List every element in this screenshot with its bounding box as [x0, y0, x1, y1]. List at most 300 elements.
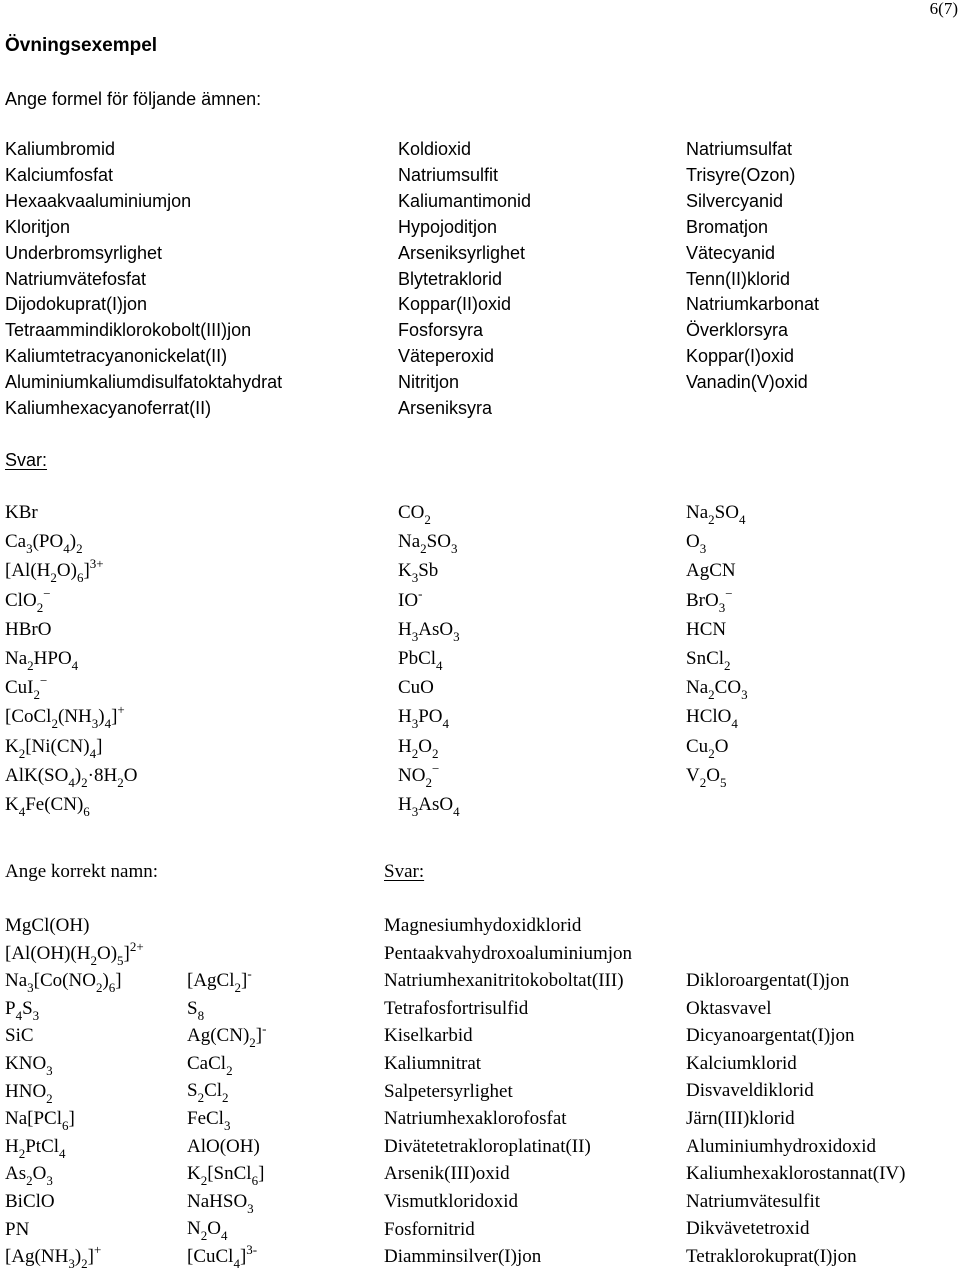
formula-item: [398, 531, 458, 557]
formula-part: SO: [426, 531, 451, 553]
compound-formula: [5, 938, 144, 968]
formula-part: N: [187, 1218, 201, 1240]
formula-item: [398, 794, 460, 819]
formula-part: ·8H: [87, 764, 118, 786]
compound-formula: [5, 1108, 75, 1134]
formula-part: 2: [95, 980, 103, 996]
formula-part: 3: [247, 1200, 254, 1216]
formula-item: [686, 585, 733, 615]
formula-part: 2: [27, 658, 34, 673]
formula-part: [Al(H: [5, 560, 51, 582]
formula-part: MgCl(OH): [5, 915, 90, 936]
formula-part: 2: [81, 1256, 88, 1272]
formula-part: Fe(CN): [25, 794, 84, 815]
formula-part: 4: [453, 804, 460, 819]
formula-part: 2: [699, 774, 707, 790]
formula-part: CuO: [398, 677, 434, 699]
formula-part: 4: [89, 745, 97, 761]
formula-part: 2: [200, 1228, 208, 1244]
formula-part: ): [74, 1246, 82, 1268]
formula-part: SnCl: [686, 648, 725, 669]
section2-heading: Ange korrekt namn:: [5, 861, 159, 882]
formula-part: K: [5, 735, 19, 757]
formula-part: 2: [708, 512, 715, 527]
formula-part: KBr: [5, 502, 38, 523]
formula-part: SO: [714, 502, 739, 523]
formula-part: ): [69, 531, 77, 553]
name-item: Dijodokuprat(I)jon: [5, 294, 148, 315]
formula-item: [5, 503, 38, 522]
formula-part: S: [187, 1080, 198, 1102]
formula-item: [5, 620, 51, 639]
compound-formula: [187, 1021, 267, 1051]
compound-formula: [5, 916, 89, 935]
formula-part: O): [56, 560, 77, 582]
formula-part: 2: [90, 952, 97, 968]
formula-part: 2: [46, 1090, 53, 1106]
compound-formula: [187, 1052, 233, 1078]
formula-item: [686, 620, 726, 639]
formula-part: 3: [32, 1007, 40, 1023]
formula-part: 3: [453, 628, 460, 644]
name-item: Kloritjon: [5, 216, 71, 237]
formula-part: 2: [76, 541, 83, 557]
formula-item: [398, 560, 439, 586]
formula-part: 2: [708, 745, 715, 761]
formula-part: S: [22, 997, 33, 1019]
formula-part: 6: [62, 1118, 69, 1134]
formula-part: 3: [718, 599, 726, 615]
formula-part: (PO: [32, 531, 64, 553]
formula-part: O: [714, 735, 729, 757]
name-item: Kaliumbromid: [5, 139, 116, 159]
formula-part: 6: [108, 980, 116, 996]
formula-part: ]: [83, 560, 90, 582]
formula-part: 2: [18, 1145, 26, 1161]
compound-name: Divätetetrakloroplatinat(II): [384, 1135, 591, 1157]
formula-part: 2: [420, 541, 427, 557]
formula-part: ]: [255, 1025, 263, 1047]
formula-part: O: [32, 1163, 47, 1185]
formula-part: 3: [450, 541, 458, 557]
formula-part: As: [5, 1163, 27, 1185]
formula-part: IO: [398, 589, 419, 611]
compound-formula: [187, 1242, 258, 1271]
formula-item: [5, 702, 125, 732]
formula-part: ]: [87, 1246, 94, 1268]
formula-item: [686, 706, 738, 732]
formula-part: 4: [59, 1145, 66, 1161]
formula-part: Na: [5, 970, 28, 992]
formula-part: 3: [46, 1063, 53, 1078]
formula-part: −: [431, 760, 440, 776]
formula-item: [398, 585, 423, 611]
formula-part: O: [207, 1218, 221, 1240]
name-item: Kaliumantimonid: [398, 190, 532, 211]
formula-part: 2: [81, 774, 88, 790]
compound-name: Diamminsilver(I)jon: [384, 1246, 542, 1268]
name-item: Natriumkarbonat: [686, 294, 820, 315]
formula-part: 3: [68, 1256, 75, 1272]
name-item: Arseniksyra: [398, 398, 493, 418]
formula-part: −: [43, 585, 51, 601]
formula-item: [398, 648, 443, 673]
formula-part: [Al(OH)(H: [5, 942, 91, 964]
compound-formula: [5, 997, 40, 1023]
formula-part: 4: [738, 512, 746, 527]
compound-name: Fosfornitrid: [384, 1218, 475, 1240]
compound-name: Dikvävetetroxid: [686, 1218, 810, 1240]
formula-part: Na: [686, 677, 709, 699]
name-item: Koldioxid: [398, 139, 472, 159]
formula-item: [686, 764, 727, 790]
formula-part: H: [398, 735, 412, 757]
name-item: Bromatjon: [686, 216, 769, 237]
formula-part: ]: [111, 706, 118, 728]
formula-part: 2: [26, 1173, 33, 1189]
formula-part: NO: [398, 764, 426, 786]
name-item: Aluminiumkaliumdisulfatoktahydrat: [5, 372, 283, 393]
formula-part: 4: [68, 774, 75, 790]
formula-part: [Ni(CN): [25, 735, 90, 757]
formula-item: [686, 531, 707, 557]
compound-name: Magnesiumhydoxidklorid: [384, 915, 582, 936]
compound-name: Tetraklorokuprat(I)jon: [686, 1246, 857, 1267]
section2-answers-label: Svar:: [384, 861, 425, 882]
name-item: Silvercyanid: [686, 190, 784, 211]
formula-part: 4: [63, 541, 70, 557]
formula-part: CO: [398, 502, 425, 523]
name-item: Natriumsulfit: [398, 164, 499, 185]
formula-part: Na: [686, 502, 709, 523]
formula-part: 4: [18, 804, 26, 819]
formula-part: 2: [234, 980, 241, 995]
formula-part: 2: [724, 658, 731, 673]
formula-part: 3: [411, 716, 419, 732]
compound-name: Kiselkarbid: [384, 1025, 473, 1047]
compound-formula: [187, 997, 205, 1023]
formula-part: 3: [46, 1173, 53, 1189]
formula-item: [5, 648, 79, 673]
formula-part: ): [102, 970, 109, 992]
name-item: Underbromsyrlighet: [5, 242, 163, 263]
compound-name: Arsenik(III)oxid: [384, 1163, 510, 1185]
compound-formula: [5, 1053, 53, 1078]
formula-part: 2: [222, 1090, 229, 1106]
formula-part: K: [5, 794, 19, 815]
formula-part: 6: [76, 570, 84, 586]
formula-part: 5: [719, 774, 727, 790]
formula-part: ClO: [5, 589, 37, 611]
formula-part: 2: [424, 512, 431, 527]
formula-part: [Co(NO: [33, 970, 96, 992]
compound-formula: [187, 1190, 254, 1216]
page-number: 6(7): [929, 0, 958, 18]
formula-part: HCN: [686, 618, 727, 640]
formula-item: [398, 706, 450, 732]
formula-part: Na: [5, 648, 28, 669]
formula-part: 2+: [129, 938, 144, 954]
name-item: Kaliumtetracyanonickelat(II): [5, 346, 228, 367]
formula-part: 6: [83, 804, 90, 819]
compound-name: Kaliumhexaklorostannat(IV): [686, 1163, 906, 1185]
formula-part: ]: [239, 1246, 247, 1267]
formula-part: Cu: [686, 735, 709, 757]
formula-part: 3: [91, 716, 99, 732]
formula-part: 3: [27, 980, 34, 996]
formula-part: O): [96, 942, 118, 964]
formula-part: PO: [418, 706, 443, 728]
formula-part: ]: [123, 942, 130, 964]
formula-item: [5, 794, 90, 819]
compound-name: Kalciumklorid: [686, 1052, 797, 1074]
formula-item: [5, 556, 104, 586]
formula-part: Ca: [5, 531, 27, 553]
formula-part: K: [187, 1163, 201, 1185]
formula-part: FeCl: [187, 1108, 224, 1129]
formula-item: [5, 531, 83, 557]
answers-label: Svar:: [5, 450, 48, 470]
formula-part: 2: [708, 687, 715, 703]
compound-formula: [5, 1080, 53, 1106]
formula-part: -: [418, 585, 423, 601]
name-item: Fosforsyra: [398, 320, 484, 341]
formula-item: [398, 502, 431, 527]
formula-part: ]: [96, 735, 103, 757]
formula-part: H: [398, 618, 412, 640]
formula-part: BiClO: [5, 1191, 55, 1212]
formula-item: [398, 678, 434, 697]
formula-part: +: [117, 702, 125, 718]
compound-formula: [187, 1080, 229, 1106]
compound-name: Dikloroargentat(I)jon: [686, 970, 850, 991]
formula-item: [5, 585, 51, 615]
formula-part: AsO: [418, 618, 454, 640]
compound-name: Aluminiumhydroxidoxid: [686, 1135, 876, 1157]
formula-part: H: [5, 1135, 19, 1157]
formula-part: [Ag(NH: [5, 1246, 69, 1268]
formula-part: 2: [36, 599, 44, 615]
name-item: Överklorsyra: [686, 320, 789, 341]
formula-part: 4: [71, 658, 79, 673]
name-item: Trisyre(Ozon): [686, 164, 796, 185]
formula-part: 2: [249, 1035, 256, 1051]
page-title: Övningsexempel: [5, 35, 158, 56]
formula-part: Sb: [418, 560, 439, 582]
formula-part: 2: [425, 774, 432, 790]
compound-name: Vismutkloridoxid: [384, 1191, 518, 1212]
formula-part: SiC: [5, 1025, 34, 1047]
formula-part: HNO: [5, 1080, 47, 1102]
name-item: Vanadin(V)oxid: [686, 372, 808, 393]
formula-part: [CuCl: [187, 1246, 234, 1267]
name-item: Nitritjon: [398, 372, 460, 393]
formula-item: [398, 618, 460, 644]
formula-part: O: [418, 735, 432, 757]
compound-name: Natriumhexanitritokoboltat(III): [384, 970, 624, 992]
formula-part: 3: [411, 804, 419, 819]
name-item: Koppar(II)oxid: [398, 294, 512, 315]
formula-part: 2: [33, 687, 40, 703]
formula-part: O: [686, 531, 700, 553]
compound-name: Oktasvavel: [686, 997, 772, 1019]
formula-part: 2: [431, 745, 439, 761]
formula-part: O: [706, 764, 720, 786]
formula-part: ): [74, 764, 82, 786]
formula-part: [CoCl: [5, 706, 52, 728]
formula-part: 2: [200, 1173, 208, 1189]
compound-formula: [5, 1242, 102, 1272]
formula-part: Na: [398, 531, 421, 553]
formula-part: ]: [258, 1163, 265, 1185]
formula-part: 2: [50, 570, 57, 586]
formula-item: [686, 735, 729, 761]
compound-formula: [187, 1137, 260, 1156]
formula-part: +: [93, 1242, 102, 1258]
formula-part: CaCl: [187, 1052, 227, 1074]
formula-part: ]: [241, 970, 248, 991]
formula-part: 3: [223, 1118, 231, 1133]
formula-part: 3: [741, 687, 748, 703]
compound-name: Pentaakvahydroxoaluminiumjon: [384, 942, 633, 964]
formula-part: K: [398, 560, 412, 582]
formula-part: (NH: [57, 706, 92, 728]
name-item: Väteperoxid: [398, 346, 495, 367]
formula-part: 3: [411, 628, 419, 644]
formula-part: AgCN: [686, 560, 736, 582]
name-item: Arseniksyrlighet: [398, 242, 526, 263]
formula-part: 2: [411, 745, 419, 761]
formula-part: HPO: [33, 648, 72, 669]
formula-part: 2: [51, 716, 58, 732]
formula-part: ]: [115, 970, 122, 992]
formula-item: [5, 735, 103, 761]
formula-part: V: [686, 764, 700, 786]
formula-part: Cl: [204, 1080, 223, 1102]
name-item: Kalciumfosfat: [5, 164, 114, 185]
compound-name: Salpetersyrlighet: [384, 1080, 513, 1102]
name-item: Vätecyanid: [686, 242, 776, 263]
formula-part: KNO: [5, 1053, 47, 1074]
formula-part: Na[PCl: [5, 1108, 62, 1130]
name-item: Natriumsulfat: [686, 139, 793, 159]
compound-formula: [187, 1108, 231, 1133]
formula-item: [686, 648, 731, 673]
formula-part: NaHSO: [187, 1190, 248, 1212]
formula-part: HClO: [686, 706, 732, 728]
compound-name: Kaliumnitrat: [384, 1053, 482, 1074]
formula-item: [686, 561, 736, 580]
formula-part: BrO: [686, 589, 719, 611]
formula-item: [5, 673, 48, 703]
formula-part: AlO(OH): [187, 1135, 260, 1157]
formula-part: AsO: [418, 794, 454, 815]
compound-name: Natriumvätesulfit: [686, 1190, 821, 1212]
name-item: Hexaakvaaluminiumjon: [5, 190, 192, 211]
formula-part: PtCl: [25, 1135, 60, 1157]
formula-part: 3-: [246, 1242, 258, 1257]
formula-part: 2: [117, 774, 124, 790]
compound-name: Järn(III)klorid: [686, 1108, 795, 1129]
formula-part: 4: [731, 716, 738, 732]
formula-part: 3: [699, 541, 707, 557]
formula-part: ]: [68, 1108, 75, 1130]
formula-part: H: [398, 794, 412, 815]
name-item: Hypojoditjon: [398, 216, 498, 237]
formula-part: H: [398, 706, 412, 728]
formula-part: 3: [26, 541, 33, 557]
formula-part: 4: [15, 1007, 23, 1023]
formula-part: HBrO: [5, 618, 52, 640]
formula-part: S: [187, 997, 198, 1019]
formula-item: [686, 677, 748, 703]
formula-part: −: [725, 585, 733, 601]
formula-part: −: [40, 673, 48, 689]
formula-part: PN: [5, 1218, 30, 1240]
compound-name: Dicyanoargentat(I)jon: [686, 1025, 855, 1047]
formula-part: O: [123, 764, 138, 786]
name-item: Blytetraklorid: [398, 268, 503, 289]
formula-part: -: [262, 1021, 267, 1037]
formula-part: 2: [226, 1062, 233, 1078]
formula-part: 3+: [89, 556, 104, 572]
formula-part: CO: [714, 677, 742, 699]
formula-part: 4: [104, 716, 112, 732]
formula-item: [398, 735, 439, 761]
formula-item: [686, 502, 746, 527]
compound-name: Disvaveldiklorid: [686, 1080, 814, 1102]
name-item: Tetraammindiklorokobolt(III)jon: [5, 320, 252, 341]
formula-part: [SnCl: [207, 1163, 252, 1185]
formula-part: 4: [233, 1256, 240, 1271]
formula-part: CuI: [5, 677, 34, 699]
formula-part: 4: [436, 658, 443, 673]
name-item: Natriumvätefosfat: [5, 268, 147, 289]
formula-part: PbCl: [398, 648, 437, 669]
formula-part: AlK(SO: [5, 764, 69, 786]
compound-formula: [5, 1135, 66, 1161]
compound-formula: [5, 1026, 34, 1045]
compound-formula: [187, 966, 252, 995]
formula-part: P: [5, 997, 16, 1019]
name-item: Koppar(I)oxid: [686, 346, 795, 367]
formula-part: 4: [220, 1228, 228, 1244]
formula-part: 2: [18, 745, 26, 761]
formula-item: [5, 764, 138, 790]
compound-name: Natriumhexaklorofosfat: [384, 1108, 567, 1130]
formula-part: 3: [411, 570, 419, 586]
compound-formula: [5, 1220, 29, 1239]
formula-item: [398, 760, 440, 790]
name-item: Tenn(II)klorid: [686, 268, 791, 289]
formula-part: 6: [251, 1173, 259, 1189]
formula-part: -: [247, 966, 252, 981]
formula-part: ): [98, 706, 105, 728]
compound-formula: [5, 970, 122, 996]
intro-text: Ange formel för följande ämnen:: [5, 89, 262, 109]
compound-name: Tetrafosfortrisulfid: [384, 997, 529, 1019]
formula-part: 2: [197, 1090, 205, 1106]
formula-part: 5: [117, 952, 124, 968]
compound-formula: [187, 1218, 228, 1244]
name-item: Kaliumhexacyanoferrat(II): [5, 398, 212, 418]
compound-formula: [5, 1163, 53, 1189]
formula-part: Ag(CN): [187, 1025, 250, 1047]
compound-formula: [5, 1192, 55, 1211]
compound-formula: [187, 1163, 265, 1189]
formula-part: [AgCl: [187, 970, 235, 991]
formula-part: 8: [197, 1007, 205, 1023]
